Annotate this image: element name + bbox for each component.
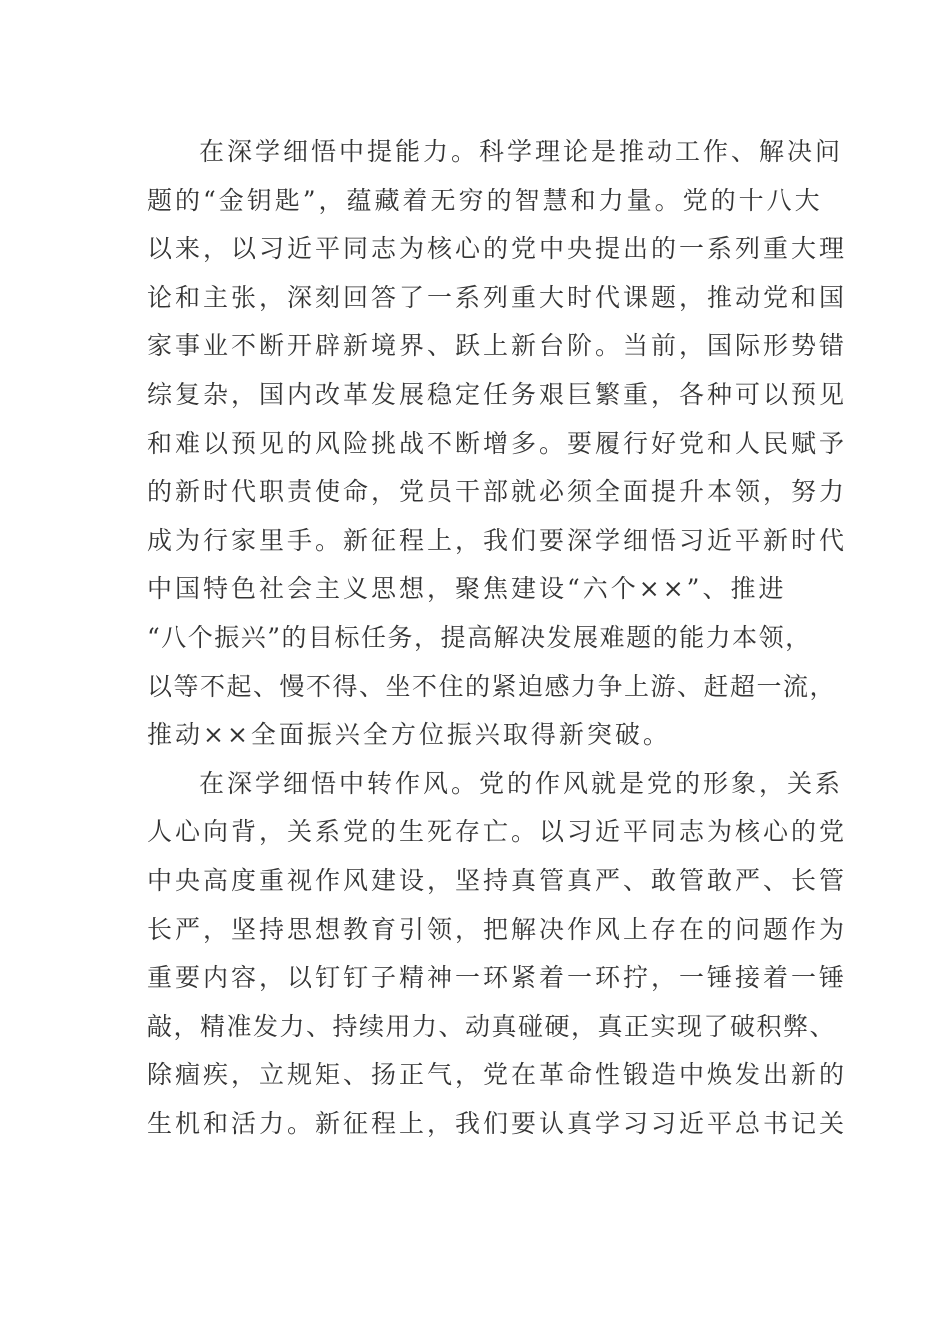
text-line: 家事业不断开辟新境界、跃上新台阶。当前，国际形势错	[147, 331, 848, 361]
text-line: 敲，精准发力、持续用力、动真碰硬，真正实现了破积弊、	[147, 1011, 837, 1041]
text-line: 生机和活力。新征程上，我们要认真学习习近平总书记关	[147, 1108, 848, 1138]
paragraph-2	[147, 760, 848, 1149]
text-line: 综复杂，国内改革发展稳定任务艰巨繁重，各种可以预见	[147, 379, 848, 409]
body-text	[147, 128, 848, 1148]
text-line: 和难以预见的风险挑战不断增多。要履行好党和人民赋予	[147, 428, 848, 458]
text-line: “八个振兴”的目标任务，提高解决发展难题的能力本领，	[147, 622, 812, 652]
paragraph-1	[147, 128, 848, 760]
text-line: 以来，以习近平同志为核心的党中央提出的一系列重大理	[147, 234, 848, 264]
text-line: 除痼疾，立规矩、扬正气，党在革命性锻造中焕发出新的	[147, 1060, 848, 1090]
text-line: 论和主张，深刻回答了一系列重大时代课题，推动党和国	[147, 282, 848, 312]
text-line: 在深学细悟中转作风。党的作风就是党的形象，关系	[199, 768, 844, 798]
text-line: 题的“金钥匙”，蕴藏着无穷的智慧和力量。党的十八大	[147, 185, 823, 215]
text-line: 重要内容，以钉钉子精神一环紧着一环拧，一锤接着一锤	[147, 963, 848, 993]
text-line: 中国特色社会主义思想，聚焦建设“六个××”、推进	[147, 574, 787, 604]
text-line: 以等不起、慢不得、坐不住的紧迫感力争上游、赶超一流，	[147, 671, 837, 701]
text-line: 中央高度重视作风建设，坚持真管真严、敢管敢严、长管	[147, 865, 848, 895]
text-line: 的新时代职责使命，党员干部就必须全面提升本领，努力	[147, 477, 848, 507]
text-line: 长严，坚持思想教育引领，把解决作风上存在的问题作为	[147, 914, 848, 944]
text-line: 推动××全面振兴全方位振兴取得新突破。	[147, 720, 671, 750]
text-line: 在深学细悟中提能力。科学理论是推动工作、解决问	[199, 137, 844, 166]
text-line: 成为行家里手。新征程上，我们要深学细悟习近平新时代	[147, 525, 848, 555]
text-line: 人心向背，关系党的生死存亡。以习近平同志为核心的党	[147, 817, 848, 847]
